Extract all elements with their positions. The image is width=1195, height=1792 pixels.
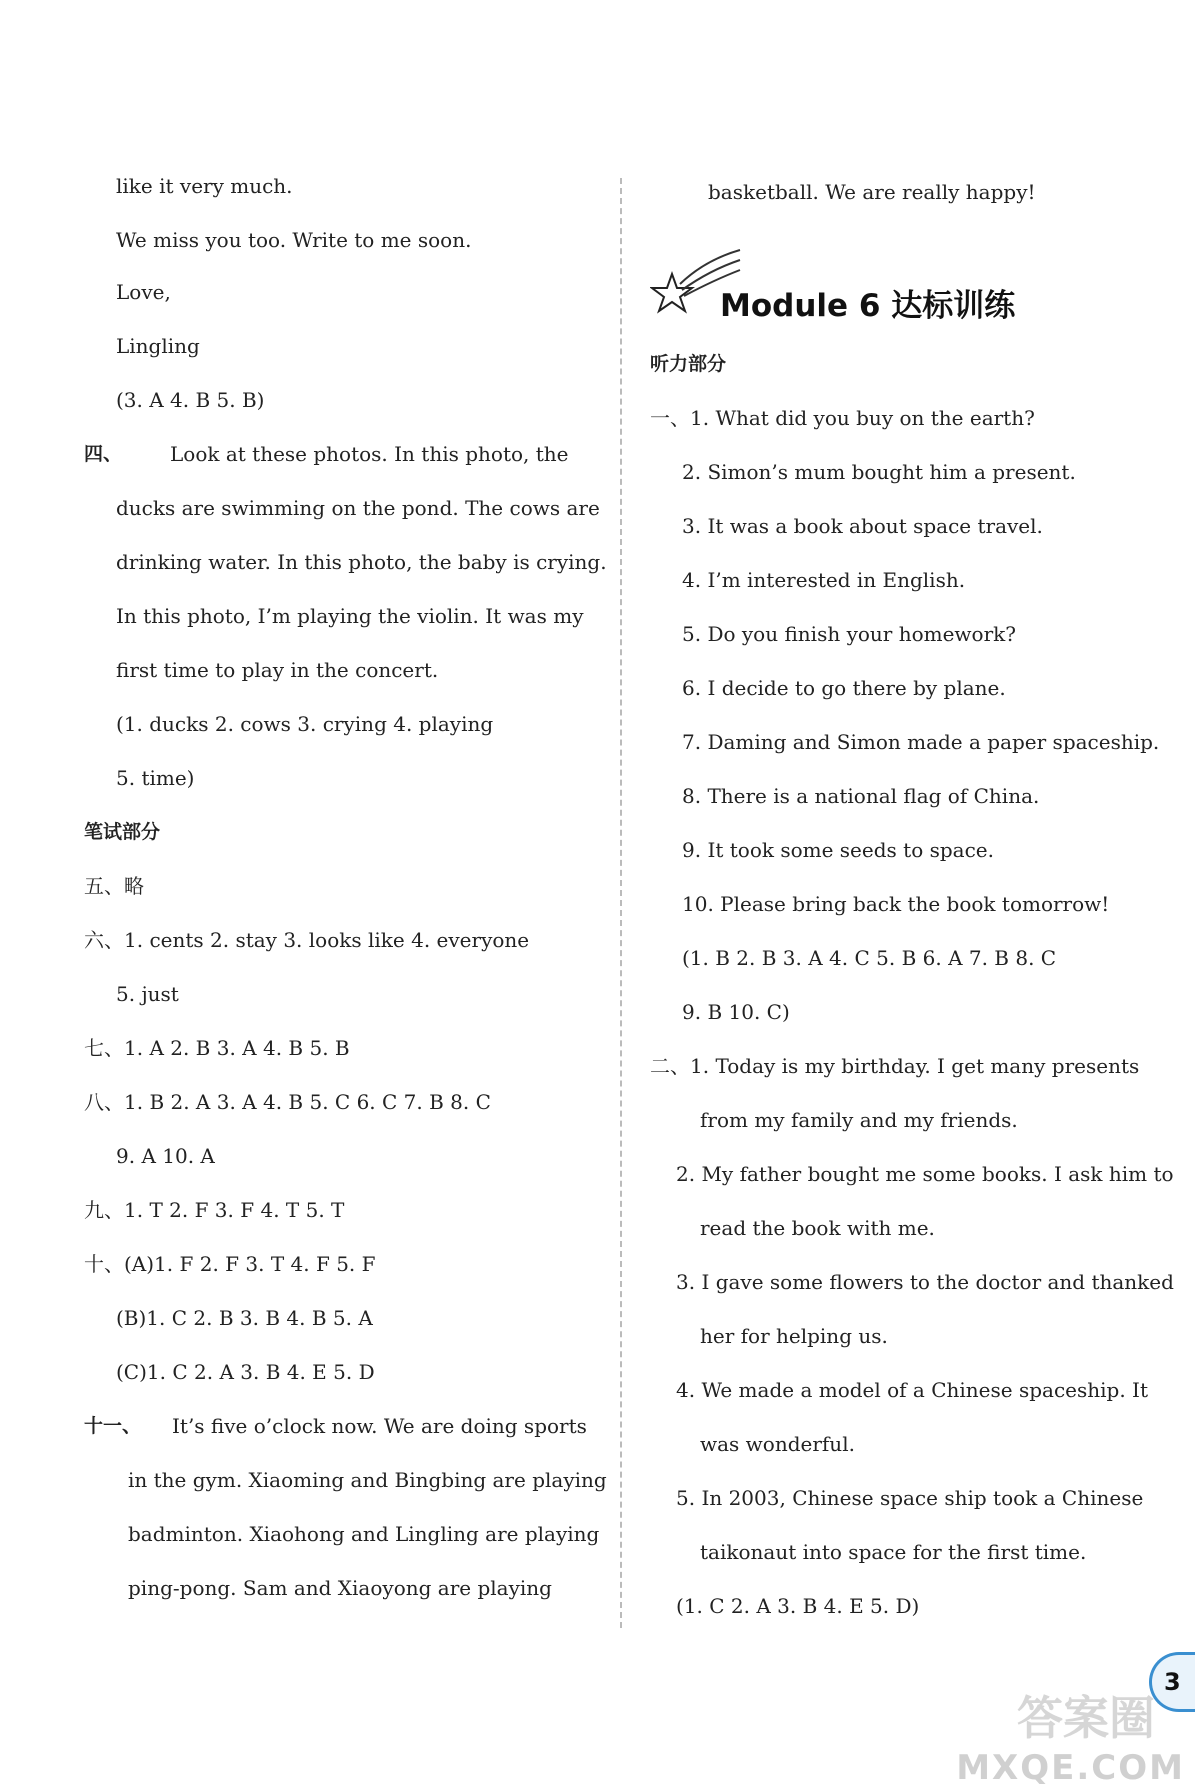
text-line: ducks are swimming on the pond. The cows are: [116, 496, 600, 520]
section-heading: 听力部分: [650, 353, 727, 375]
text-line: drinking water. In this photo, the baby is crying.: [116, 550, 607, 574]
question-line: 二、1. Today is my birthday. I get many presents: [650, 1054, 1140, 1078]
answer-line: (1. B 2. B 3. A 4. C 5. B 6. A 7. B 8. C: [682, 946, 1057, 970]
text-line: Lingling: [116, 334, 200, 358]
text-line: Look at these photos. In this photo, the: [170, 442, 569, 466]
question-line: 9. It took some seeds to space.: [682, 838, 994, 862]
answer-line: (C)1. C 2. A 3. B 4. E 5. D: [116, 1360, 375, 1384]
question-line: was wonderful.: [700, 1432, 855, 1456]
watermark-url: MXQE.COM: [956, 1748, 1185, 1788]
text-line: It’s five o’clock now. We are doing sports: [172, 1414, 587, 1438]
answer-line: 五、略: [84, 874, 144, 898]
answer-line: 5. just: [116, 982, 179, 1006]
question-line: 2. Simon’s mum bought him a present.: [682, 460, 1076, 484]
section-heading: 笔试部分: [84, 821, 161, 843]
question-line: 5. In 2003, Chinese space ship took a Chinese: [676, 1486, 1144, 1510]
answer-line: (B)1. C 2. B 3. B 4. B 5. A: [116, 1306, 373, 1330]
question-line: her for helping us.: [700, 1324, 888, 1348]
column-divider: [620, 178, 622, 1628]
answer-line: (1. C 2. A 3. B 4. E 5. D): [676, 1594, 920, 1618]
question-line: 3. I gave some flowers to the doctor and thanked: [676, 1270, 1174, 1294]
text-line: basketball. We are really happy!: [708, 180, 1036, 204]
question-line: 10. Please bring back the book tomorrow!: [682, 892, 1110, 916]
text-line: In this photo, I’m playing the violin. It was my: [116, 604, 584, 628]
question-line: 4. I’m interested in English.: [682, 568, 966, 592]
answer-line: (1. ducks 2. cows 3. crying 4. playing: [116, 712, 494, 736]
page-number: 3: [1149, 1652, 1195, 1712]
section-number: 四、: [84, 443, 123, 465]
answer-line: 八、1. B 2. A 3. A 4. B 5. C 6. C 7. B 8. C: [84, 1090, 491, 1114]
answer-line: 9. A 10. A: [116, 1144, 215, 1168]
question-line: 6. I decide to go there by plane.: [682, 676, 1006, 700]
text-line: like it very much.: [116, 174, 293, 198]
answer-line: 七、1. A 2. B 3. A 4. B 5. B: [84, 1036, 350, 1060]
question-line: 2. My father bought me some books. I ask him to: [676, 1162, 1174, 1186]
question-line: 8. There is a national flag of China.: [682, 784, 1040, 808]
answer-line: 十、(A)1. F 2. F 3. T 4. F 5. F: [84, 1252, 376, 1276]
answer-line: 六、1. cents 2. stay 3. looks like 4. everyone: [84, 928, 530, 952]
question-line: read the book with me.: [700, 1216, 935, 1240]
answer-line: 5. time): [116, 766, 195, 790]
question-line: 7. Daming and Simon made a paper spaceship.: [682, 730, 1160, 754]
question-line: from my family and my friends.: [700, 1108, 1018, 1132]
question-line: 一、1. What did you buy on the earth?: [650, 406, 1035, 430]
text-line: We miss you too. Write to me soon.: [116, 228, 472, 252]
text-line: ping-pong. Sam and Xiaoyong are playing: [128, 1576, 552, 1600]
answer-line: 9. B 10. C): [682, 1000, 790, 1024]
text-line: in the gym. Xiaoming and Bingbing are playing: [128, 1468, 607, 1492]
text-line: first time to play in the concert.: [116, 658, 439, 682]
text-line: Love,: [116, 280, 171, 304]
question-line: 4. We made a model of a Chinese spaceship. It: [676, 1378, 1148, 1402]
question-line: taikonaut into space for the first time.: [700, 1540, 1087, 1564]
module-title: Module 6 达标训练: [720, 288, 1016, 324]
section-number: 十一、: [84, 1415, 142, 1437]
watermark-logo-text: 答案圈: [1017, 1691, 1155, 1745]
answer-line: (3. A 4. B 5. B): [116, 388, 265, 412]
text-line: badminton. Xiaohong and Lingling are playing: [128, 1522, 600, 1546]
answer-line: 九、1. T 2. F 3. F 4. T 5. T: [84, 1198, 345, 1222]
question-line: 5. Do you finish your homework?: [682, 622, 1016, 646]
question-line: 3. It was a book about space travel.: [682, 514, 1043, 538]
